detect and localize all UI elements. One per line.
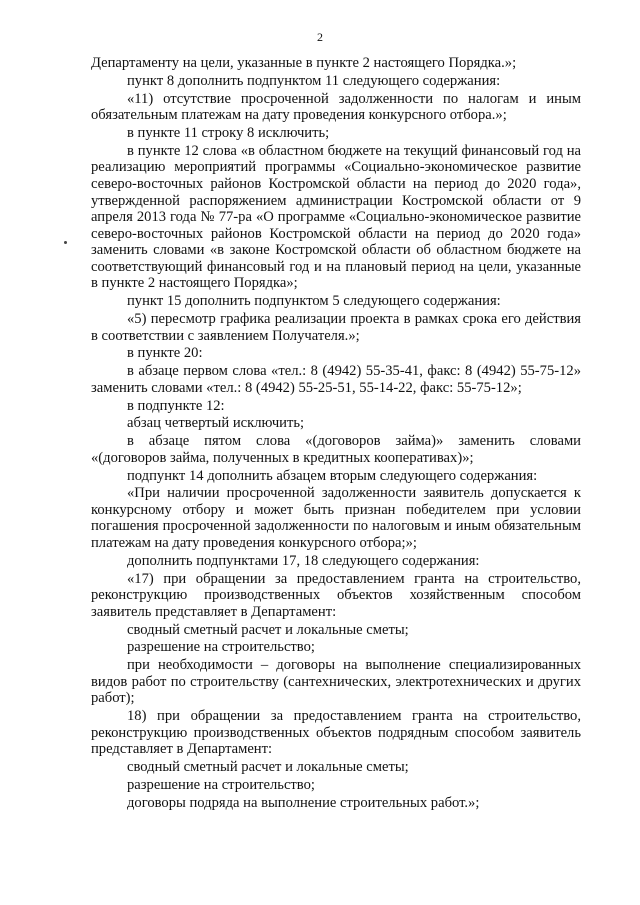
paragraph: «17) при обращении за предоставлением гранта на строительство, реконструкцию производственных объектов хозяйственным способом заявитель представляет в Департамент: bbox=[91, 570, 581, 620]
document-body bbox=[91, 55, 581, 812]
paragraph: договоры подряда на выполнение строительных работ.»; bbox=[127, 794, 480, 811]
paragraph: сводный сметный расчет и локальные сметы; bbox=[127, 759, 409, 776]
paragraph: «5) пересмотр графика реализации проекта в рамках срока его действия в соответствии с заявлением Получателя.»; bbox=[91, 311, 581, 344]
page-number: 2 bbox=[317, 30, 323, 44]
paragraph: абзац четвертый исключить; bbox=[127, 415, 305, 432]
paragraph: в абзаце пятом слова «(договоров займа)» заменить словами «(договоров займа, полученных в кредитных кооперативах)»; bbox=[91, 433, 581, 466]
paragraph: пункт 8 дополнить подпунктом 11 следующего содержания: bbox=[127, 72, 501, 89]
paragraph: подпункт 14 дополнить абзацем вторым следующего содержания: bbox=[127, 467, 538, 484]
paragraph: «При наличии просроченной задолженности заявитель допускается к конкурсному отбору и может быть признан победителем при условии погашения просроченной задолженности по налоговым и иным обязательным платежам на дату проведения конкурсного отбора;»; bbox=[91, 485, 581, 552]
paragraph: в пункте 11 строку 8 исключить; bbox=[127, 124, 330, 141]
paragraph: разрешение на строительство; bbox=[127, 776, 315, 793]
paragraph: в пункте 20: bbox=[127, 345, 203, 362]
margin-mark bbox=[64, 241, 67, 244]
paragraph: при необходимости – договоры на выполнение специализированных видов работ по строительству (сантехнических, электротехнических и других работ); bbox=[91, 657, 581, 707]
paragraph: разрешение на строительство; bbox=[127, 639, 315, 656]
paragraph: в подпункте 12: bbox=[127, 397, 225, 414]
paragraph: дополнить подпунктами 17, 18 следующего содержания: bbox=[127, 552, 480, 569]
paragraph: 18) при обращении за предоставлением гранта на строительство, реконструкцию производственных объектов подрядным способом заявитель представляет в Департамент: bbox=[91, 708, 581, 758]
paragraph: Департаменту на цели, указанные в пункте 2 настоящего Порядка.»; bbox=[91, 55, 517, 71]
paragraph: пункт 15 дополнить подпунктом 5 следующего содержания: bbox=[127, 293, 501, 310]
paragraph: в пункте 12 слова «в областном бюджете на текущий финансовый год на реализацию мероприятий программы «Социально-экономическое развитие северо-восточных районов Костромской области на период до 2020 года», утвержденной распоряжением администрации Костромской области от 9 апреля 2013 года № 77-ра «О программе «Социально-экономическое развитие северо-восточных районов Костромской области на период до 2020 года» заменить словами «в законе Костромской области об областном бюджете на соответствующий финансовый год и на плановый период на цели, указанные в пункте 2 настоящего Порядка»; bbox=[91, 142, 581, 292]
paragraph: в абзаце первом слова «тел.: 8 (4942) 55-35-41, факс: 8 (4942) 55-75-12» заменить словами «тел.: 8 (4942) 55-25-51, 55-14-22, факс: 55-75-12»; bbox=[91, 363, 581, 396]
paragraph: сводный сметный расчет и локальные сметы; bbox=[127, 621, 409, 638]
paragraph: «11) отсутствие просроченной задолженности по налогам и иным обязательным платежам на дату проведения конкурсного отбора.»; bbox=[91, 90, 581, 124]
